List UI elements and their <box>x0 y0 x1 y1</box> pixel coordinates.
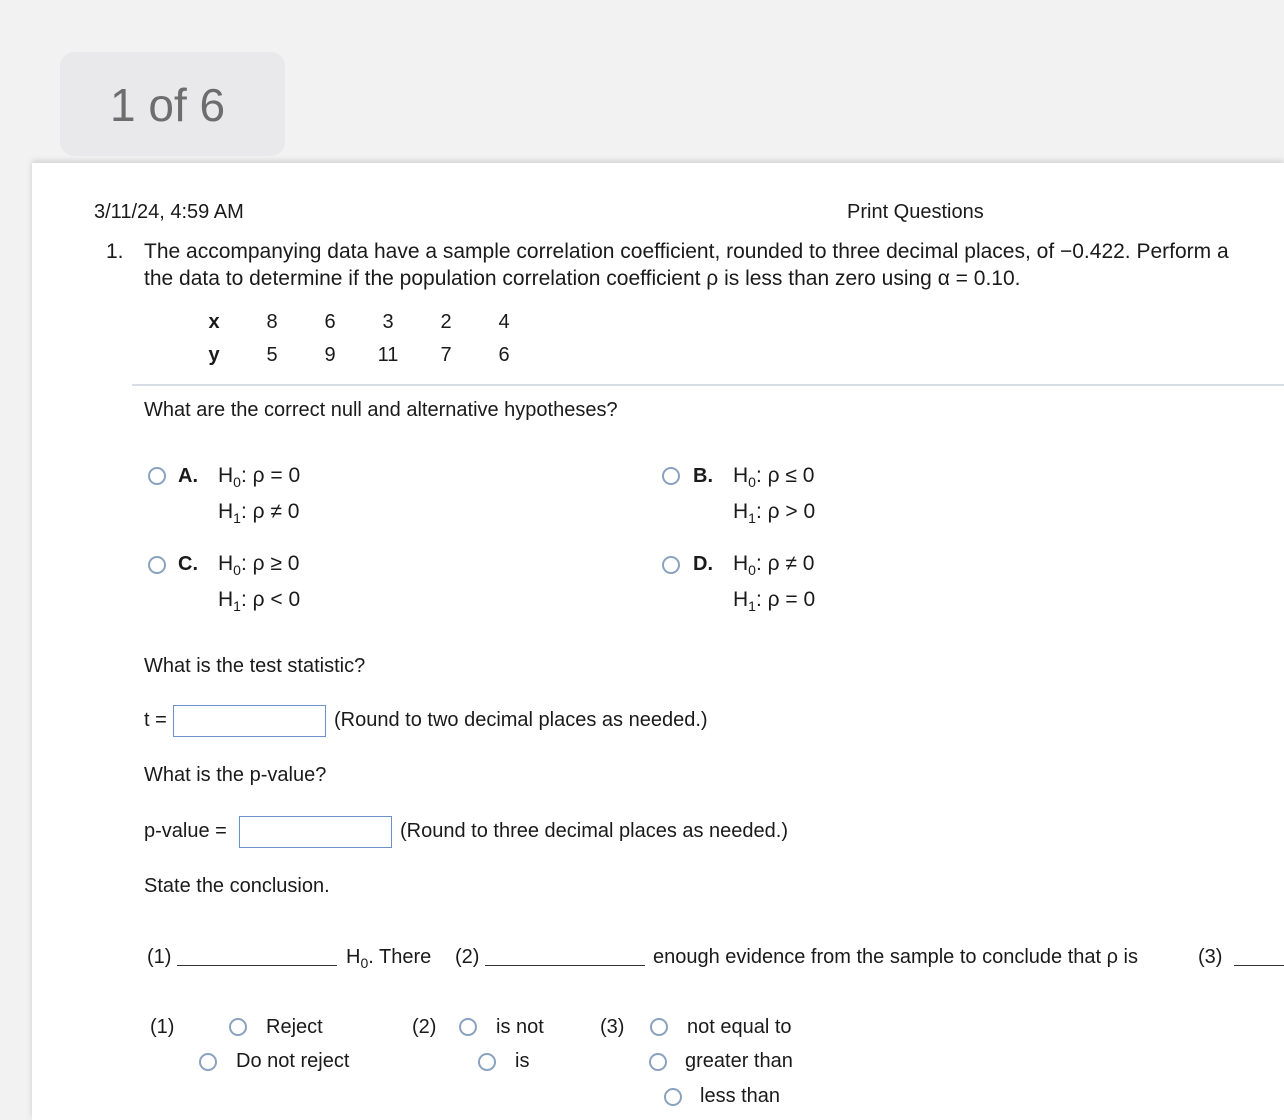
blank3-label: (3) <box>1198 946 1223 968</box>
page-counter-label: 1 of 6 <box>110 79 226 131</box>
reject-radio[interactable] <box>229 1018 247 1036</box>
less-than-label: less than <box>700 1085 781 1107</box>
table-cell: 6 <box>324 311 336 333</box>
option-c-letter: C. <box>178 553 198 575</box>
option-d-letter: D. <box>693 553 713 575</box>
option-d-h0: $H_0$: ρ ≠ 0 <box>733 552 815 579</box>
p-value-hint: (Round to three decimal places as needed.) <box>400 820 789 842</box>
option-a-letter: A. <box>178 465 198 487</box>
less-than-radio[interactable] <box>664 1088 682 1106</box>
option-c-h1: $H_1$: ρ < 0 <box>218 588 301 615</box>
p-value-prompt: What is the p-value? <box>144 764 327 786</box>
question-text-line1: The accompanying data have a sample correlation coefficient, rounded to three decimal places, of −0.422. Perform a <box>144 240 1229 263</box>
page-counter <box>60 52 285 156</box>
table-row-label-x: x <box>208 311 220 333</box>
print-page <box>32 163 1284 1120</box>
not-equal-label: not equal to <box>687 1016 792 1038</box>
blank1-line[interactable] <box>177 965 337 966</box>
t-label: t = <box>144 709 167 731</box>
option-a-radio[interactable] <box>148 467 166 485</box>
question-text-line2: the data to determine if the population correlation coefficient ρ is less than zero using α = 0.10. <box>144 267 1021 290</box>
option-d-radio[interactable] <box>662 556 680 574</box>
section-divider <box>132 384 1284 386</box>
blank2-line[interactable] <box>485 965 645 966</box>
option-b-h1: $H_1$: ρ > 0 <box>733 500 816 527</box>
table-row-label-y: y <box>208 344 220 366</box>
is-label: is <box>515 1050 530 1072</box>
conclusion-prompt: State the conclusion. <box>144 875 330 897</box>
option-b-h0: $H_0$: ρ ≤ 0 <box>733 464 815 491</box>
test-statistic-prompt: What is the test statistic? <box>144 655 366 677</box>
hypotheses-prompt: What are the correct null and alternative hypotheses? <box>144 399 618 421</box>
option-c-h0: $H_0$: ρ ≥ 0 <box>218 552 300 579</box>
page-title: Print Questions <box>847 201 984 223</box>
t-input[interactable] <box>173 705 326 737</box>
conclusion-middle-text: enough evidence from the sample to conclude that ρ is <box>653 946 1138 968</box>
table-cell: 6 <box>498 344 510 366</box>
table-cell: 5 <box>266 344 278 366</box>
blank3-line[interactable] <box>1234 965 1284 966</box>
choices3-label: (3) <box>600 1016 625 1038</box>
option-b-radio[interactable] <box>662 467 680 485</box>
option-d-h1: $H_1$: ρ = 0 <box>733 588 816 615</box>
option-c-radio[interactable] <box>148 556 166 574</box>
reject-label: Reject <box>266 1016 323 1038</box>
table-cell: 3 <box>382 311 394 333</box>
table-cell: 2 <box>440 311 452 333</box>
blank1-label: (1) <box>147 946 172 968</box>
is-not-radio[interactable] <box>459 1018 477 1036</box>
not-equal-radio[interactable] <box>650 1018 668 1036</box>
is-radio[interactable] <box>478 1053 496 1071</box>
option-a-h1: $H_1$: ρ ≠ 0 <box>218 500 300 527</box>
do-not-reject-radio[interactable] <box>199 1053 217 1071</box>
table-cell: 8 <box>266 311 278 333</box>
choices2-label: (2) <box>412 1016 437 1038</box>
greater-than-label: greater than <box>685 1050 793 1072</box>
t-hint: (Round to two decimal places as needed.) <box>334 709 708 731</box>
p-value-label: p-value = <box>144 820 227 842</box>
table-cell: 9 <box>324 344 336 366</box>
option-a-h0: $H_0$: ρ = 0 <box>218 464 301 491</box>
table-cell: 7 <box>440 344 452 366</box>
timestamp: 3/11/24, 4:59 AM <box>94 201 244 223</box>
greater-than-radio[interactable] <box>649 1053 667 1071</box>
option-b-letter: B. <box>693 465 713 487</box>
blank2-label: (2) <box>455 946 480 968</box>
table-cell: 4 <box>498 311 510 333</box>
question-number: 1. <box>106 240 124 263</box>
is-not-label: is not <box>496 1016 544 1038</box>
p-value-input[interactable] <box>239 816 392 848</box>
do-not-reject-label: Do not reject <box>236 1050 350 1072</box>
choices1-label: (1) <box>150 1016 175 1038</box>
table-cell: 11 <box>377 344 399 366</box>
h0-text: $H_0$. There <box>346 946 432 971</box>
